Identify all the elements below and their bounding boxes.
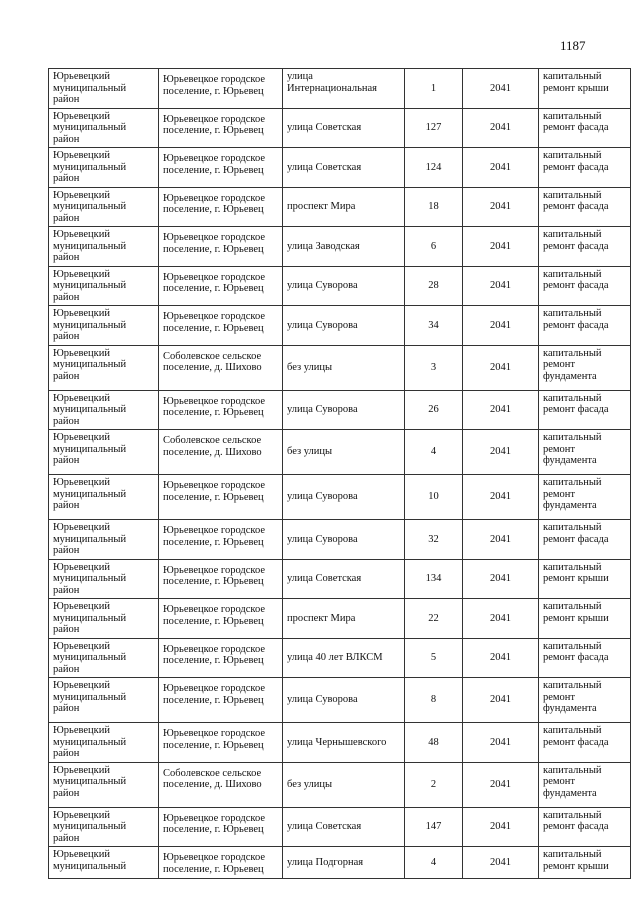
work-type-cell: капитальный ремонт фасада <box>539 638 631 678</box>
street-cell: улица 40 лет ВЛКСМ <box>283 638 405 678</box>
house-number-cell: 147 <box>405 807 463 847</box>
district-cell: Юрьевецкий муниципальный район <box>49 148 159 188</box>
settlement-cell: Юрьевецкое городское поселение, г. Юрьевец <box>159 227 283 267</box>
house-number-cell: 6 <box>405 227 463 267</box>
street-cell: улица Чернышевского <box>283 723 405 763</box>
street-cell: улица Суворова <box>283 520 405 560</box>
district-cell: Юрьевецкий муниципальный район <box>49 723 159 763</box>
house-number-cell: 5 <box>405 638 463 678</box>
year-cell: 2041 <box>463 266 539 306</box>
settlement-cell: Юрьевецкое городское поселение, г. Юрьевец <box>159 520 283 560</box>
street-cell: улица Советская <box>283 108 405 148</box>
year-cell: 2041 <box>463 678 539 723</box>
street-cell: улица Подгорная <box>283 847 405 879</box>
district-cell: Юрьевецкий муниципальный район <box>49 227 159 267</box>
settlement-cell: Юрьевецкое городское поселение, г. Юрьевец <box>159 559 283 599</box>
table-row <box>49 678 631 723</box>
district-cell: Юрьевецкий муниципальный район <box>49 69 159 109</box>
district-cell: Юрьевецкий муниципальный район <box>49 306 159 346</box>
table-row <box>49 227 631 267</box>
table-row <box>49 520 631 560</box>
district-cell: Юрьевецкий муниципальный район <box>49 345 159 390</box>
work-type-cell: капитальный ремонт фасада <box>539 148 631 188</box>
settlement-cell: Юрьевецкое городское поселение, г. Юрьевец <box>159 475 283 520</box>
table-row <box>49 599 631 639</box>
house-number-cell: 124 <box>405 148 463 188</box>
district-cell: Юрьевецкий муниципальный <box>49 847 159 879</box>
settlement-cell: Юрьевецкое городское поселение, г. Юрьевец <box>159 723 283 763</box>
table-row <box>49 345 631 390</box>
house-number-cell: 2 <box>405 762 463 807</box>
table-row <box>49 762 631 807</box>
street-cell: улица Заводская <box>283 227 405 267</box>
work-type-cell: капитальный ремонт крыши <box>539 599 631 639</box>
settlement-cell: Юрьевецкое городское поселение, г. Юрьевец <box>159 148 283 188</box>
street-cell: улица Суворова <box>283 266 405 306</box>
year-cell: 2041 <box>463 599 539 639</box>
settlement-cell: Юрьевецкое городское поселение, г. Юрьевец <box>159 847 283 879</box>
street-cell: улица Советская <box>283 559 405 599</box>
year-cell: 2041 <box>463 475 539 520</box>
year-cell: 2041 <box>463 306 539 346</box>
table-row <box>49 266 631 306</box>
work-type-cell: капитальный ремонт крыши <box>539 559 631 599</box>
settlement-cell: Юрьевецкое городское поселение, г. Юрьевец <box>159 187 283 227</box>
year-cell: 2041 <box>463 187 539 227</box>
settlement-cell: Юрьевецкое городское поселение, г. Юрьевец <box>159 638 283 678</box>
district-cell: Юрьевецкий муниципальный район <box>49 475 159 520</box>
house-number-cell: 28 <box>405 266 463 306</box>
work-type-cell: капитальный ремонт фундамента <box>539 475 631 520</box>
work-type-cell: капитальный ремонт крыши <box>539 69 631 109</box>
house-number-cell: 34 <box>405 306 463 346</box>
table-row <box>49 638 631 678</box>
settlement-cell: Юрьевецкое городское поселение, г. Юрьевец <box>159 266 283 306</box>
work-type-cell: капитальный ремонт фундамента <box>539 430 631 475</box>
year-cell: 2041 <box>463 227 539 267</box>
street-cell: улица Суворова <box>283 390 405 430</box>
work-type-cell: капитальный ремонт фасада <box>539 520 631 560</box>
settlement-cell: Юрьевецкое городское поселение, г. Юрьевец <box>159 678 283 723</box>
house-number-cell: 127 <box>405 108 463 148</box>
street-cell: проспект Мира <box>283 599 405 639</box>
year-cell: 2041 <box>463 559 539 599</box>
table-row <box>49 723 631 763</box>
settlement-cell: Соболевское сельское поселение, д. Шихово <box>159 345 283 390</box>
house-number-cell: 3 <box>405 345 463 390</box>
table-row <box>49 559 631 599</box>
year-cell: 2041 <box>463 847 539 879</box>
year-cell: 2041 <box>463 638 539 678</box>
district-cell: Юрьевецкий муниципальный район <box>49 520 159 560</box>
settlement-cell: Юрьевецкое городское поселение, г. Юрьевец <box>159 390 283 430</box>
year-cell: 2041 <box>463 69 539 109</box>
work-type-cell: капитальный ремонт фасада <box>539 227 631 267</box>
street-cell: улица Суворова <box>283 678 405 723</box>
street-cell: без улицы <box>283 345 405 390</box>
work-type-cell: капитальный ремонт фасада <box>539 306 631 346</box>
district-cell: Юрьевецкий муниципальный район <box>49 638 159 678</box>
district-cell: Юрьевецкий муниципальный район <box>49 430 159 475</box>
house-number-cell: 1 <box>405 69 463 109</box>
district-cell: Юрьевецкий муниципальный район <box>49 559 159 599</box>
district-cell: Юрьевецкий муниципальный район <box>49 807 159 847</box>
year-cell: 2041 <box>463 148 539 188</box>
table-row <box>49 148 631 188</box>
house-number-cell: 18 <box>405 187 463 227</box>
district-cell: Юрьевецкий муниципальный район <box>49 266 159 306</box>
house-number-cell: 8 <box>405 678 463 723</box>
settlement-cell: Юрьевецкое городское поселение, г. Юрьевец <box>159 108 283 148</box>
street-cell: улица Суворова <box>283 306 405 346</box>
work-type-cell: капитальный ремонт фундамента <box>539 678 631 723</box>
table-row <box>49 807 631 847</box>
table-row <box>49 108 631 148</box>
house-number-cell: 4 <box>405 430 463 475</box>
table-row <box>49 430 631 475</box>
work-type-cell: капитальный ремонт фасада <box>539 266 631 306</box>
settlement-cell: Юрьевецкое городское поселение, г. Юрьевец <box>159 599 283 639</box>
settlement-cell: Соболевское сельское поселение, д. Шихово <box>159 430 283 475</box>
page-number: 1187 <box>560 38 586 53</box>
house-number-cell: 26 <box>405 390 463 430</box>
street-cell: проспект Мира <box>283 187 405 227</box>
table-row <box>49 306 631 346</box>
street-cell: без улицы <box>283 430 405 475</box>
street-cell: улица Суворова <box>283 475 405 520</box>
settlement-cell: Юрьевецкое городское поселение, г. Юрьевец <box>159 69 283 109</box>
table-row <box>49 69 631 109</box>
district-cell: Юрьевецкий муниципальный район <box>49 762 159 807</box>
settlement-cell: Юрьевецкое городское поселение, г. Юрьевец <box>159 807 283 847</box>
street-cell: улица Советская <box>283 807 405 847</box>
year-cell: 2041 <box>463 430 539 475</box>
year-cell: 2041 <box>463 345 539 390</box>
district-cell: Юрьевецкий муниципальный район <box>49 599 159 639</box>
house-number-cell: 10 <box>405 475 463 520</box>
house-number-cell: 48 <box>405 723 463 763</box>
year-cell: 2041 <box>463 390 539 430</box>
district-cell: Юрьевецкий муниципальный район <box>49 678 159 723</box>
year-cell: 2041 <box>463 108 539 148</box>
table-row <box>49 390 631 430</box>
year-cell: 2041 <box>463 723 539 763</box>
work-type-cell: капитальный ремонт фасада <box>539 108 631 148</box>
house-number-cell: 22 <box>405 599 463 639</box>
table-row <box>49 847 631 879</box>
house-number-cell: 4 <box>405 847 463 879</box>
work-type-cell: капитальный ремонт фасада <box>539 807 631 847</box>
year-cell: 2041 <box>463 762 539 807</box>
repair-schedule-table <box>48 68 631 879</box>
work-type-cell: капитальный ремонт фасада <box>539 723 631 763</box>
table-row <box>49 187 631 227</box>
street-cell: улица Советская <box>283 148 405 188</box>
district-cell: Юрьевецкий муниципальный район <box>49 187 159 227</box>
district-cell: Юрьевецкий муниципальный район <box>49 390 159 430</box>
street-cell: улица Интернациональная <box>283 69 405 109</box>
district-cell: Юрьевецкий муниципальный район <box>49 108 159 148</box>
street-cell: без улицы <box>283 762 405 807</box>
work-type-cell: капитальный ремонт фундамента <box>539 762 631 807</box>
work-type-cell: капитальный ремонт фасада <box>539 187 631 227</box>
work-type-cell: капитальный ремонт фасада <box>539 390 631 430</box>
house-number-cell: 32 <box>405 520 463 560</box>
year-cell: 2041 <box>463 520 539 560</box>
settlement-cell: Соболевское сельское поселение, д. Шихово <box>159 762 283 807</box>
settlement-cell: Юрьевецкое городское поселение, г. Юрьевец <box>159 306 283 346</box>
work-type-cell: капитальный ремонт фундамента <box>539 345 631 390</box>
table-row <box>49 475 631 520</box>
year-cell: 2041 <box>463 807 539 847</box>
house-number-cell: 134 <box>405 559 463 599</box>
work-type-cell: капитальный ремонт крыши <box>539 847 631 879</box>
